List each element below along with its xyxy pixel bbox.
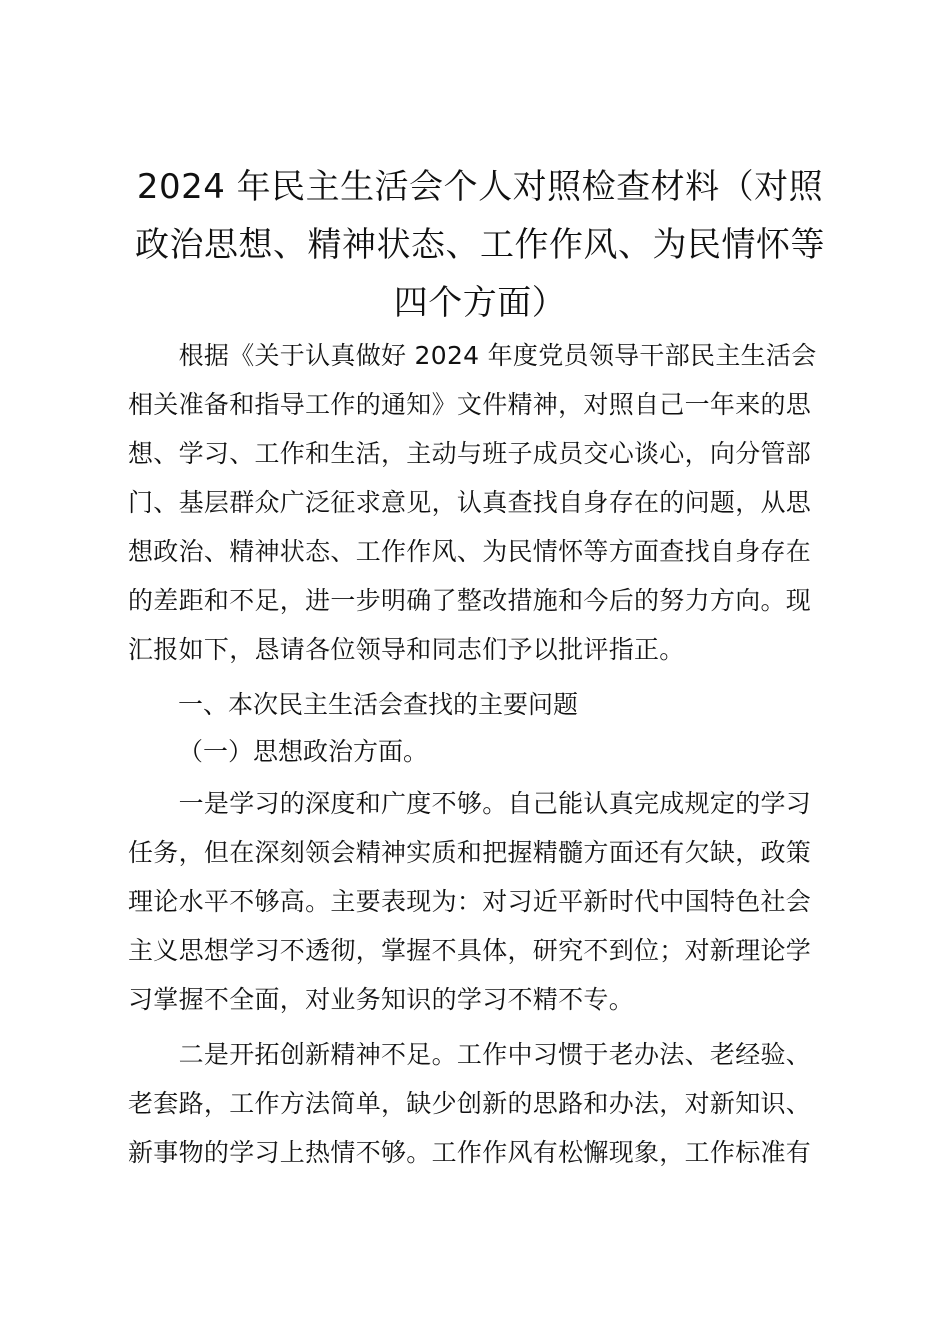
- intro-line-5: 想政治、精神状态、工作作风、为民情怀等方面查找自身存在: [128, 537, 812, 566]
- point-two-paragraph: [128, 1030, 838, 1177]
- point-two-line-1: 二是开拓创新精神不足。工作中习惯于老办法、老经验、: [128, 1040, 812, 1069]
- subsection-heading: （一）思想政治方面。: [178, 737, 429, 766]
- intro-line-4: 门、基层群众广泛征求意见，认真查找自身存在的问题，从思: [128, 488, 812, 517]
- intro-line-3: 想、学习、工作和生活，主动与班子成员交心谈心，向分管部: [128, 439, 812, 468]
- intro-line-1: 根据《关于认真做好 2024 年度党员领导干部民主生活会: [128, 341, 817, 370]
- point-one-line-2: 任务，但在深刻领会精神实质和把握精髓方面还有欠缺，政策: [128, 838, 812, 867]
- title-line-1: 2024 年民主生活会个人对照检查材料（对照: [136, 167, 824, 207]
- point-one-paragraph: [128, 779, 838, 1024]
- point-one-line-1: 一是学习的深度和广度不够。自己能认真完成规定的学习: [128, 789, 812, 818]
- title-line-2: 政治思想、精神状态、工作作风、为民情怀等: [135, 225, 825, 265]
- intro-line-6: 的差距和不足，进一步明确了整改措施和今后的努力方向。现: [128, 586, 812, 615]
- point-one-line-3: 理论水平不够高。主要表现为：对习近平新时代中国特色社会: [128, 887, 812, 916]
- document-title: [125, 158, 835, 332]
- point-two-line-2: 老套路，工作方法简单，缺少创新的思路和办法，对新知识、: [128, 1089, 812, 1118]
- point-two-line-3: 新事物的学习上热情不够。工作作风有松懈现象，工作标准有: [128, 1138, 812, 1167]
- point-one-line-4: 主义思想学习不透彻，掌握不具体，研究不到位；对新理论学: [128, 936, 812, 965]
- section-heading: 一、本次民主生活会查找的主要问题: [178, 690, 579, 719]
- intro-line-2: 相关准备和指导工作的通知》文件精神，对照自己一年来的思: [128, 390, 812, 419]
- intro-paragraph: [128, 331, 838, 674]
- intro-line-7: 汇报如下，恳请各位领导和同志们予以批评指正。: [128, 635, 685, 664]
- point-one-line-5: 习掌握不全面，对业务知识的学习不精不专。: [128, 985, 635, 1014]
- title-line-3: 四个方面）: [393, 283, 567, 323]
